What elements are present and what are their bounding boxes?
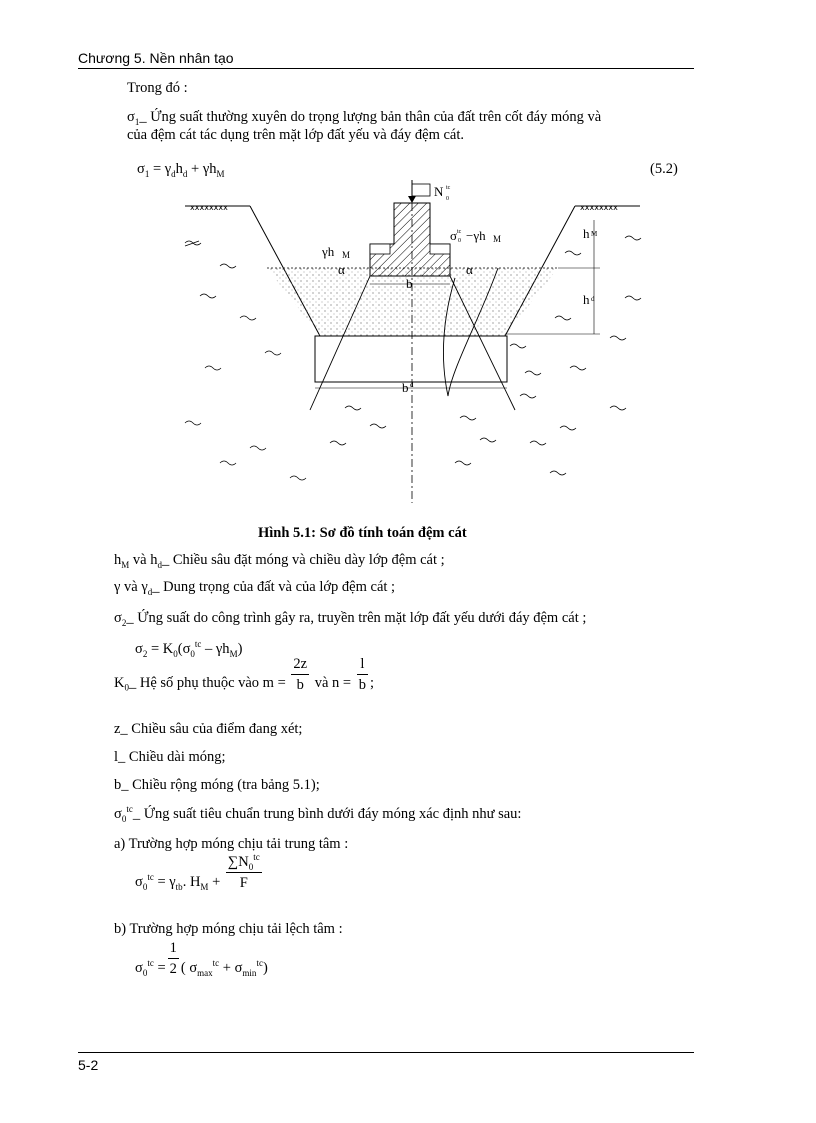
svg-text:tc: tc [457,229,462,235]
svg-text:xxxxxxxx: xxxxxxxx [580,203,618,212]
label-hm: h [583,226,590,241]
label-b: b [406,276,413,291]
label-hd: h [583,292,590,307]
label-n0: N [434,184,444,199]
label-gamma-hm: γh [322,244,335,259]
svg-text:−γh: −γh [466,228,486,243]
def-hm-hd: $h_M$ và $h_d\_$ Chiều sâu đặt móng và chiều dày lớp đệm cát ; [114,552,445,570]
label-sigma: σ [450,228,458,243]
def-sigma0: $\sigma_0^{tc}\_$ Ứng suất tiêu chuẩn trung bình dưới đáy móng xác định như sau: [114,804,522,824]
foundation [370,203,450,276]
bd-block [315,336,507,382]
case-b: b) Trường hợp móng chịu tải lệch tâm : [114,921,343,937]
sigma1-definition-line1: $\sigma_1\_$ Ứng suất thường xuyên do trọng lượng bản thân của đất trên cốt đáy móng và [127,109,602,127]
equation-case-b: $\sigma_0^{tc}$ = $\frac{1}{2}$ ( $\sigma_{max}^{tc} + \sigma_{min}^{tc}$) [135,940,268,978]
equation-sigma2: $\sigma_2 = K_0(\sigma_0^{tc} - \gamma h_M)$ [135,639,243,659]
sand-cushion [267,268,558,336]
equation-case-a: $\sigma_0^{tc} = \gamma_{tb}$. $H_M$ + $\frac{\sum N_0^{tc}}{F}$ [135,852,260,892]
sigma1-definition-line2: của đệm cát tác dụng trên mặt lớp đất yếu và đáy đệm cát. [127,127,465,143]
header-rule [78,68,694,69]
chapter-header: Chương 5. Nền nhân tạo [78,50,234,66]
def-b: b_ Chiều rộng móng (tra bảng 5.1); [114,777,320,793]
footer-rule [78,1052,694,1053]
equation-number: (5.2) [650,161,678,177]
svg-text:0: 0 [458,238,461,244]
svg-text:tc: tc [446,185,451,191]
svg-text:xxxxxxxx: xxxxxxxx [190,203,228,212]
def-l: l_ Chiều dài móng; [114,749,226,765]
case-a: a) Trường hợp móng chịu tải trung tâm : [114,836,349,852]
label-alpha-right: α [466,262,473,277]
sand-cushion-diagram [180,178,650,508]
svg-text:d: d [591,295,595,303]
figure-caption: Hình 5.1: Sơ đồ tính toán đệm cát [258,525,467,541]
svg-text:M: M [591,230,598,238]
svg-text:d: d [410,381,414,389]
label-alpha-left: α [338,262,345,277]
def-sigma2: $\sigma_2\_$ Ứng suất do công trình gây ra, truyền trên mặt lớp đất yếu dưới đáy đệm cát ; [114,610,587,628]
intro-text: Trong đó : [127,80,188,96]
svg-text:M: M [342,250,351,260]
svg-text:0: 0 [446,196,449,202]
def-z: z_ Chiều sâu của điểm đang xét; [114,721,303,737]
equation-sigma1: $\sigma_1 = \gamma_dh_d + \gamma h_M$ [137,161,225,179]
label-bd: b [402,380,409,395]
page-number: 5-2 [78,1057,99,1073]
def-gamma: γ và $\gamma_d\_$ Dung trọng của đất và của lớp đệm cát ; [114,579,396,597]
def-k0: $K_0\_$ Hệ số phụ thuộc vào m = $\frac{2z}{b}$ và n = $\frac{l}{b}$ ; [114,656,374,693]
svg-text:M: M [493,234,502,244]
